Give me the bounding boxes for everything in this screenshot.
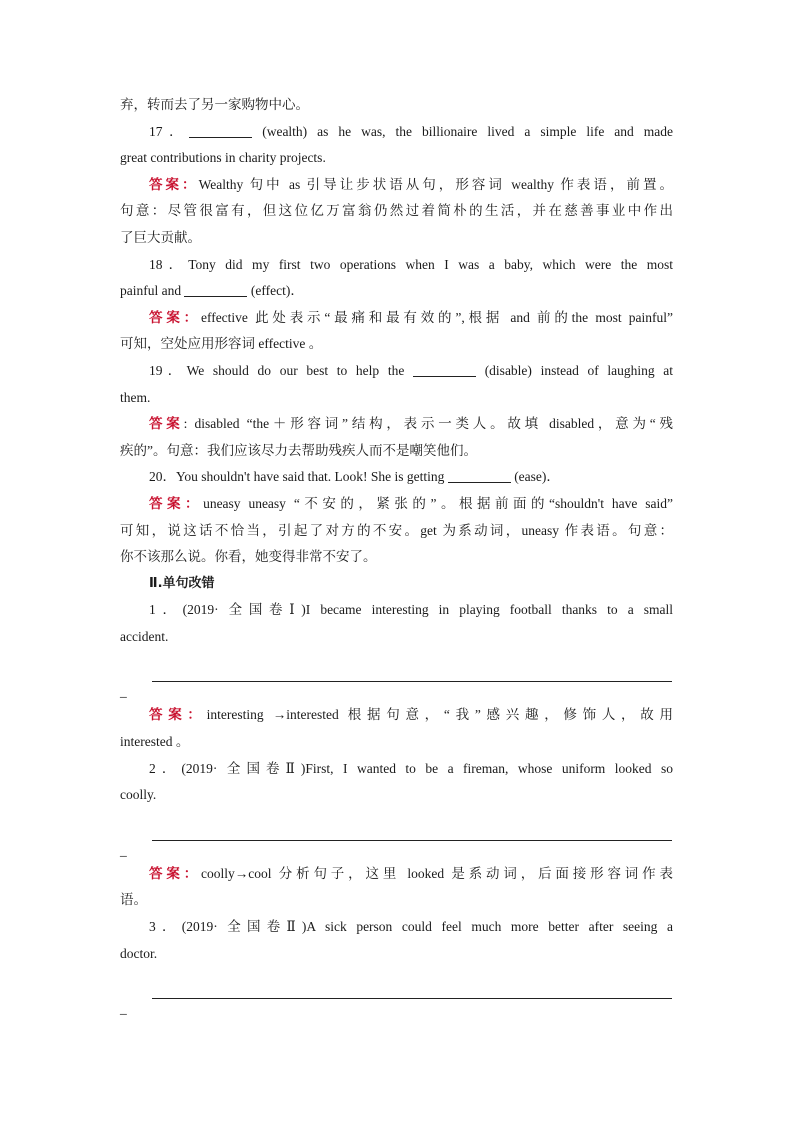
question-text: 20．You shouldn't have said that. Look! She is getting xyxy=(149,469,445,485)
answer-text: : disabled “the＋形容词”结构，表示一类人。故填 disabled，意为“残 xyxy=(183,416,674,432)
answer-c1 xyxy=(120,702,673,729)
answer-c1-line-2: interested 。 xyxy=(120,734,190,750)
answer-17-line-2: 句意：尽管很富有，但这位亿万富翁仍然过着简朴的生活，并在慈善事业中作出 xyxy=(120,203,673,219)
answer-label: 答案： xyxy=(149,865,202,881)
answer-line[interactable] xyxy=(152,967,672,999)
answer-19 xyxy=(120,411,673,438)
answer-blank[interactable] xyxy=(413,362,476,377)
correction-1: 1．(2019· 全国卷Ⅰ)I became interesting in playing football thanks to a small xyxy=(149,602,673,618)
line-end-mark: _ xyxy=(120,842,127,858)
answer-line[interactable] xyxy=(152,809,672,841)
document-page xyxy=(120,92,673,1019)
answer-text: uneasy uneasy “不安的，紧张的”。根据前面的“shouldn't have said” xyxy=(203,495,673,511)
question-text: 19．We should do our best to help the xyxy=(149,362,405,378)
correction-2-line-2: coolly. xyxy=(120,787,157,803)
correction-3-line-2: doctor. xyxy=(120,945,158,961)
correction-2: 2．(2019· 全国卷Ⅱ)First, I wanted to be a fireman, whose uniform looked so xyxy=(149,760,673,776)
answer-20 xyxy=(120,491,673,518)
answer-text: coolly→cool 分析句子，这里 looked 是系动词，后面接形容词作表 xyxy=(201,865,674,881)
answer-label: 答案： xyxy=(149,176,199,192)
answer-text: effective 此处表示“最痛和最有效的”,根据 and 前的the most painful” xyxy=(200,309,674,325)
correction-3: 3．(2019· 全国卷Ⅱ)A sick person could feel much more better after seeing a xyxy=(149,919,673,935)
question-text: painful and xyxy=(120,283,182,299)
answer-label: 答案： xyxy=(149,707,207,723)
question-20 xyxy=(120,464,673,491)
answer-line[interactable] xyxy=(152,650,672,682)
question-19-line-2: them. xyxy=(120,389,151,405)
hint-word: (wealth) xyxy=(262,123,308,139)
answer-19-line-2: 疾的”。句意：我们应该尽力去帮助残疾人而不是嘲笑他们。 xyxy=(120,442,477,458)
hint-word: (disable) instead of laughing at xyxy=(484,362,674,378)
question-number: 17． xyxy=(149,123,190,139)
hint-word: (effect)． xyxy=(250,283,304,299)
section-heading: Ⅱ.单句改错 xyxy=(149,575,215,591)
line-end-mark: _ xyxy=(120,684,127,700)
answer-c2 xyxy=(120,861,673,888)
question-17 xyxy=(120,119,673,146)
answer-label: 答案： xyxy=(149,309,201,325)
answer-20-line-2: 可知，说这话不恰当，引起了对方的不安。get 为系动词，uneasy 作表语。句意： xyxy=(120,522,673,538)
answer-blank[interactable] xyxy=(184,282,247,297)
question-19 xyxy=(120,358,673,385)
answer-17 xyxy=(120,172,673,199)
continuation-line: 弃，转而去了另一家购物中心。 xyxy=(120,97,309,112)
answer-20-line-3: 你不该那么说。你看，她变得非常不安了。 xyxy=(120,549,377,565)
question-18-line-2 xyxy=(120,278,673,305)
correction-1-line-2: accident. xyxy=(120,628,169,644)
answer-18 xyxy=(120,305,673,332)
question-18: 18．Tony did my first two operations when I was a baby, which were the most xyxy=(149,256,673,272)
answer-17-line-3: 了巨大贡献。 xyxy=(120,229,201,245)
answer-blank[interactable] xyxy=(189,123,252,138)
answer-label: 答案 xyxy=(149,416,184,432)
answer-blank[interactable] xyxy=(448,468,511,483)
line-end-mark: _ xyxy=(120,1001,127,1017)
answer-c2-line-2: 语。 xyxy=(120,892,147,908)
hint-word: (ease)． xyxy=(514,469,560,485)
answer-18-line-2: 可知，空处应用形容词 effective 。 xyxy=(120,336,323,352)
answer-text: Wealthy 句中 as 引导让步状语从句，形容词 wealthy 作表语，前置。 xyxy=(198,176,673,192)
question-text: as he was, the billionaire lived a simple life and made xyxy=(317,123,674,139)
question-17-line-2: great contributions in charity projects. xyxy=(120,150,326,166)
answer-label: 答案： xyxy=(149,495,204,511)
answer-text: interesting →interested 根据句意，“我”感兴趣，修饰人，故用 xyxy=(206,707,673,723)
